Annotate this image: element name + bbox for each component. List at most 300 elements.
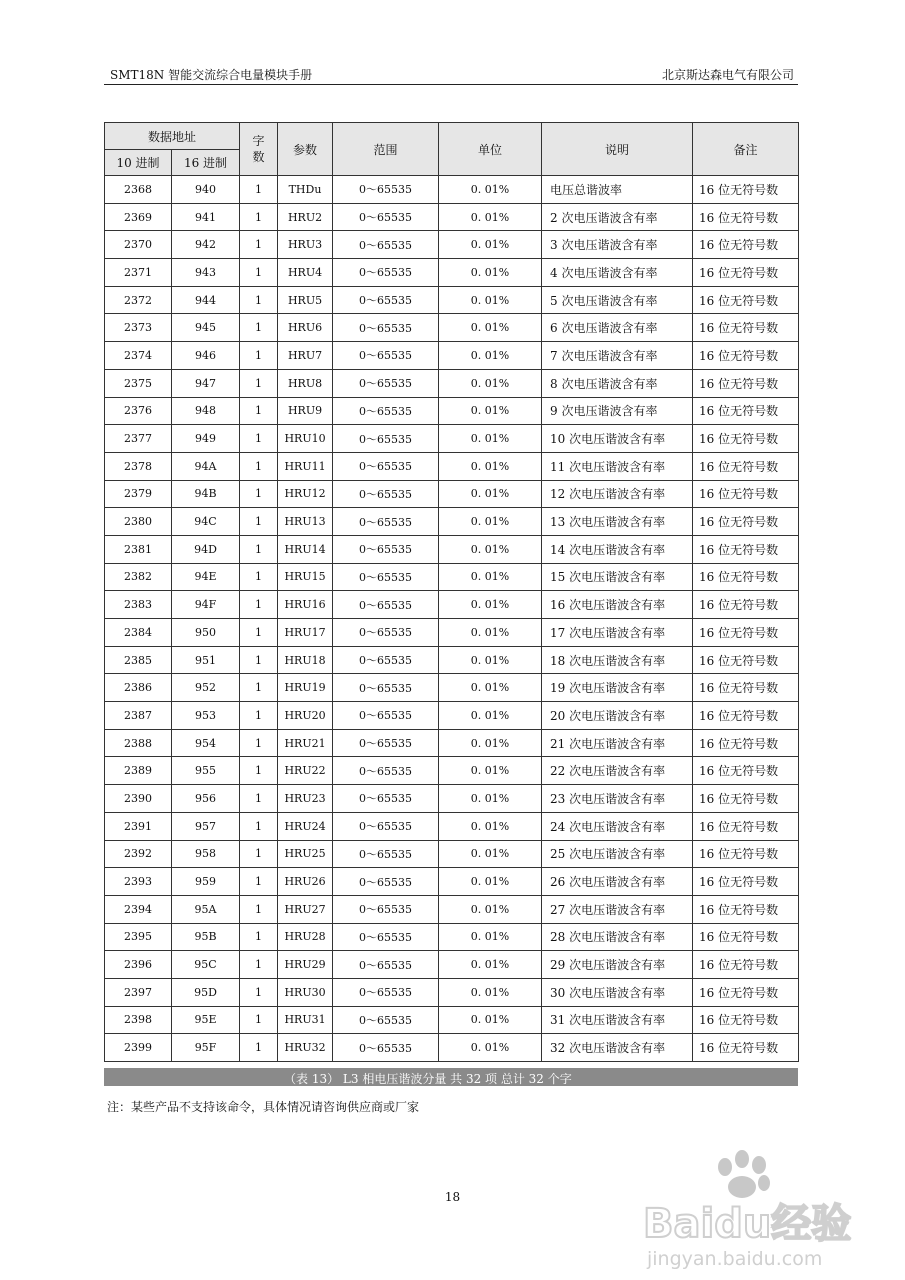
cell-unit: 0. 01% [439,591,542,619]
cell-unit: 0. 01% [439,176,542,204]
cell-description: 30 次电压谐波含有率 [542,978,693,1006]
cell-unit: 0. 01% [439,978,542,1006]
cell-hex-address: 95E [172,1006,240,1034]
table-row [105,591,799,619]
cell-note: 16 位无符号数 [693,563,799,591]
cell-description: 7 次电压谐波含有率 [542,342,693,370]
cell-description: 15 次电压谐波含有率 [542,563,693,591]
cell-unit: 0. 01% [439,452,542,480]
cell-word-count: 1 [240,757,278,785]
table-row [105,978,799,1006]
cell-word-count: 1 [240,203,278,231]
cell-hex-address: 947 [172,369,240,397]
table-row [105,563,799,591]
cell-parameter: HRU5 [278,286,333,314]
cell-decimal-address: 2391 [105,812,172,840]
cell-description: 32 次电压谐波含有率 [542,1034,693,1062]
cell-hex-address: 940 [172,176,240,204]
cell-unit: 0. 01% [439,757,542,785]
cell-word-count: 1 [240,923,278,951]
cell-range: 0～65535 [333,619,439,647]
header-description: 说明 [542,123,693,176]
cell-note: 16 位无符号数 [693,785,799,813]
table-row [105,646,799,674]
cell-range: 0～65535 [333,840,439,868]
cell-word-count: 1 [240,978,278,1006]
cell-word-count: 1 [240,480,278,508]
cell-hex-address: 946 [172,342,240,370]
cell-hex-address: 954 [172,729,240,757]
table-row [105,840,799,868]
cell-word-count: 1 [240,868,278,896]
cell-decimal-address: 2395 [105,923,172,951]
cell-decimal-address: 2399 [105,1034,172,1062]
cell-word-count: 1 [240,729,278,757]
cell-description: 5 次电压谐波含有率 [542,286,693,314]
cell-range: 0～65535 [333,508,439,536]
cell-parameter: HRU15 [278,563,333,591]
cell-hex-address: 958 [172,840,240,868]
header-hex: 16 进制 [172,150,240,176]
cell-note: 16 位无符号数 [693,508,799,536]
header-word-count-line1: 字 [252,134,265,148]
cell-description: 电压总谐波率 [542,176,693,204]
cell-word-count: 1 [240,840,278,868]
cell-decimal-address: 2376 [105,397,172,425]
cell-unit: 0. 01% [439,1034,542,1062]
table-row [105,508,799,536]
cell-note: 16 位无符号数 [693,286,799,314]
cell-note: 16 位无符号数 [693,951,799,979]
cell-unit: 0. 01% [439,259,542,287]
cell-unit: 0. 01% [439,480,542,508]
table-row [105,895,799,923]
cell-hex-address: 94B [172,480,240,508]
table-body [105,176,799,1062]
cell-range: 0～65535 [333,591,439,619]
cell-range: 0～65535 [333,397,439,425]
cell-note: 16 位无符号数 [693,591,799,619]
cell-description: 6 次电压谐波含有率 [542,314,693,342]
header-data-address: 数据地址 [105,123,240,150]
cell-parameter: HRU23 [278,785,333,813]
cell-parameter: HRU13 [278,508,333,536]
cell-note: 16 位无符号数 [693,1006,799,1034]
cell-range: 0～65535 [333,535,439,563]
header-note: 备注 [693,123,799,176]
header-range: 范围 [333,123,439,176]
cell-range: 0～65535 [333,425,439,453]
cell-unit: 0. 01% [439,619,542,647]
register-table [104,122,799,1062]
cell-note: 16 位无符号数 [693,923,799,951]
cell-unit: 0. 01% [439,508,542,536]
cell-parameter: HRU32 [278,1034,333,1062]
header-word-count-line2: 数 [252,150,265,164]
cell-word-count: 1 [240,342,278,370]
table-row [105,757,799,785]
cell-hex-address: 941 [172,203,240,231]
cell-range: 0～65535 [333,702,439,730]
cell-description: 8 次电压谐波含有率 [542,369,693,397]
cell-hex-address: 959 [172,868,240,896]
header-decimal: 10 进制 [105,150,172,176]
watermark-url: jingyan.baidu.com [647,1248,823,1270]
table-row [105,397,799,425]
cell-word-count: 1 [240,591,278,619]
cell-range: 0～65535 [333,176,439,204]
cell-decimal-address: 2373 [105,314,172,342]
cell-description: 10 次电压谐波含有率 [542,425,693,453]
cell-hex-address: 95A [172,895,240,923]
cell-range: 0～65535 [333,674,439,702]
cell-unit: 0. 01% [439,923,542,951]
cell-hex-address: 957 [172,812,240,840]
cell-word-count: 1 [240,452,278,480]
cell-note: 16 位无符号数 [693,757,799,785]
cell-parameter: HRU21 [278,729,333,757]
cell-parameter: HRU6 [278,314,333,342]
cell-word-count: 1 [240,397,278,425]
header-unit: 单位 [439,123,542,176]
table-row [105,231,799,259]
table-caption-text: （表 13） L3 相电压谐波分量 共 32 项 总计 32 个字 [284,1072,572,1086]
cell-decimal-address: 2386 [105,674,172,702]
cell-range: 0～65535 [333,480,439,508]
cell-description: 27 次电压谐波含有率 [542,895,693,923]
table-header [105,123,799,176]
cell-note: 16 位无符号数 [693,203,799,231]
cell-range: 0～65535 [333,259,439,287]
cell-decimal-address: 2385 [105,646,172,674]
cell-word-count: 1 [240,259,278,287]
cell-decimal-address: 2394 [105,895,172,923]
cell-parameter: HRU22 [278,757,333,785]
cell-word-count: 1 [240,286,278,314]
cell-word-count: 1 [240,176,278,204]
table-caption [104,1068,798,1086]
cell-decimal-address: 2380 [105,508,172,536]
cell-description: 19 次电压谐波含有率 [542,674,693,702]
cell-decimal-address: 2381 [105,535,172,563]
table-row [105,259,799,287]
baidu-watermark [643,1145,863,1275]
cell-parameter: HRU26 [278,868,333,896]
cell-unit: 0. 01% [439,840,542,868]
cell-range: 0～65535 [333,286,439,314]
cell-parameter: HRU17 [278,619,333,647]
cell-parameter: HRU18 [278,646,333,674]
cell-hex-address: 942 [172,231,240,259]
cell-decimal-address: 2371 [105,259,172,287]
table-row [105,1006,799,1034]
cell-description: 25 次电压谐波含有率 [542,840,693,868]
cell-decimal-address: 2392 [105,840,172,868]
cell-parameter: HRU9 [278,397,333,425]
cell-note: 16 位无符号数 [693,397,799,425]
cell-note: 16 位无符号数 [693,176,799,204]
table-row [105,868,799,896]
cell-description: 28 次电压谐波含有率 [542,923,693,951]
cell-description: 2 次电压谐波含有率 [542,203,693,231]
cell-decimal-address: 2378 [105,452,172,480]
cell-description: 20 次电压谐波含有率 [542,702,693,730]
cell-unit: 0. 01% [439,314,542,342]
cell-note: 16 位无符号数 [693,812,799,840]
cell-parameter: HRU20 [278,702,333,730]
cell-description: 3 次电压谐波含有率 [542,231,693,259]
cell-word-count: 1 [240,231,278,259]
cell-hex-address: 94D [172,535,240,563]
cell-note: 16 位无符号数 [693,480,799,508]
cell-description: 9 次电压谐波含有率 [542,397,693,425]
cell-note: 16 位无符号数 [693,674,799,702]
cell-parameter: HRU25 [278,840,333,868]
cell-word-count: 1 [240,702,278,730]
cell-description: 18 次电压谐波含有率 [542,646,693,674]
cell-range: 0～65535 [333,729,439,757]
cell-hex-address: 949 [172,425,240,453]
cell-unit: 0. 01% [439,729,542,757]
cell-hex-address: 952 [172,674,240,702]
cell-word-count: 1 [240,1034,278,1062]
cell-decimal-address: 2372 [105,286,172,314]
cell-note: 16 位无符号数 [693,978,799,1006]
table-row [105,286,799,314]
page-number: 18 [444,1190,461,1204]
cell-parameter: HRU10 [278,425,333,453]
cell-word-count: 1 [240,1006,278,1034]
cell-range: 0～65535 [333,923,439,951]
cell-parameter: HRU16 [278,591,333,619]
cell-parameter: HRU14 [278,535,333,563]
cell-parameter: HRU27 [278,895,333,923]
cell-parameter: HRU19 [278,674,333,702]
paw-icon [718,1150,770,1198]
page-header [104,66,798,85]
cell-decimal-address: 2368 [105,176,172,204]
cell-decimal-address: 2374 [105,342,172,370]
cell-note: 16 位无符号数 [693,729,799,757]
cell-unit: 0. 01% [439,868,542,896]
table-row [105,425,799,453]
cell-range: 0～65535 [333,203,439,231]
table-row [105,203,799,231]
cell-range: 0～65535 [333,1034,439,1062]
cell-description: 24 次电压谐波含有率 [542,812,693,840]
cell-hex-address: 951 [172,646,240,674]
cell-hex-address: 95B [172,923,240,951]
cell-range: 0～65535 [333,785,439,813]
cell-unit: 0. 01% [439,785,542,813]
cell-decimal-address: 2369 [105,203,172,231]
table-row [105,785,799,813]
cell-word-count: 1 [240,508,278,536]
cell-hex-address: 955 [172,757,240,785]
cell-unit: 0. 01% [439,895,542,923]
cell-parameter: HRU11 [278,452,333,480]
table-row [105,535,799,563]
cell-hex-address: 944 [172,286,240,314]
cell-range: 0～65535 [333,342,439,370]
cell-description: 17 次电压谐波含有率 [542,619,693,647]
cell-decimal-address: 2375 [105,369,172,397]
cell-range: 0～65535 [333,978,439,1006]
cell-note: 16 位无符号数 [693,535,799,563]
cell-note: 16 位无符号数 [693,231,799,259]
header-word-count [240,123,278,176]
cell-parameter: HRU7 [278,342,333,370]
cell-unit: 0. 01% [439,397,542,425]
cell-description: 26 次电压谐波含有率 [542,868,693,896]
cell-hex-address: 95F [172,1034,240,1062]
cell-hex-address: 953 [172,702,240,730]
cell-unit: 0. 01% [439,674,542,702]
header-manual-title: SMT18N 智能交流综合电量模块手册 [110,68,313,82]
table-row [105,314,799,342]
cell-description: 23 次电压谐波含有率 [542,785,693,813]
cell-note: 16 位无符号数 [693,895,799,923]
table-row [105,480,799,508]
cell-parameter: HRU24 [278,812,333,840]
cell-range: 0～65535 [333,231,439,259]
cell-note: 16 位无符号数 [693,369,799,397]
cell-word-count: 1 [240,674,278,702]
cell-word-count: 1 [240,563,278,591]
cell-decimal-address: 2396 [105,951,172,979]
cell-word-count: 1 [240,646,278,674]
cell-parameter: HRU28 [278,923,333,951]
cell-hex-address: 94A [172,452,240,480]
header-company-name: 北京斯达森电气有限公司 [661,68,794,82]
cell-range: 0～65535 [333,868,439,896]
cell-note: 16 位无符号数 [693,1034,799,1062]
cell-hex-address: 948 [172,397,240,425]
cell-unit: 0. 01% [439,812,542,840]
cell-parameter: HRU3 [278,231,333,259]
cell-decimal-address: 2390 [105,785,172,813]
cell-note: 16 位无符号数 [693,619,799,647]
cell-decimal-address: 2397 [105,978,172,1006]
cell-range: 0～65535 [333,314,439,342]
cell-parameter: HRU31 [278,1006,333,1034]
cell-unit: 0. 01% [439,563,542,591]
table-row [105,342,799,370]
cell-decimal-address: 2377 [105,425,172,453]
cell-word-count: 1 [240,369,278,397]
cell-description: 22 次电压谐波含有率 [542,757,693,785]
footnote: 注：某些产品不支持该命令，具体情况请咨询供应商或厂家 [107,1100,420,1114]
table-row [105,1034,799,1062]
cell-note: 16 位无符号数 [693,868,799,896]
cell-parameter: HRU29 [278,951,333,979]
cell-unit: 0. 01% [439,535,542,563]
cell-decimal-address: 2393 [105,868,172,896]
cell-hex-address: 943 [172,259,240,287]
cell-range: 0～65535 [333,452,439,480]
cell-unit: 0. 01% [439,1006,542,1034]
cell-range: 0～65535 [333,895,439,923]
cell-word-count: 1 [240,812,278,840]
table-row [105,923,799,951]
table-row [105,951,799,979]
cell-parameter: HRU12 [278,480,333,508]
cell-description: 11 次电压谐波含有率 [542,452,693,480]
cell-word-count: 1 [240,785,278,813]
cell-description: 29 次电压谐波含有率 [542,951,693,979]
cell-parameter: HRU30 [278,978,333,1006]
cell-parameter: THDu [278,176,333,204]
cell-decimal-address: 2387 [105,702,172,730]
cell-unit: 0. 01% [439,286,542,314]
table-row [105,729,799,757]
cell-range: 0～65535 [333,646,439,674]
cell-word-count: 1 [240,535,278,563]
cell-decimal-address: 2382 [105,563,172,591]
watermark-brand: Baidu经验 [643,1201,852,1247]
cell-word-count: 1 [240,425,278,453]
cell-note: 16 位无符号数 [693,646,799,674]
header-parameter: 参数 [278,123,333,176]
cell-word-count: 1 [240,314,278,342]
cell-parameter: HRU2 [278,203,333,231]
table-row [105,702,799,730]
cell-note: 16 位无符号数 [693,425,799,453]
cell-word-count: 1 [240,619,278,647]
cell-note: 16 位无符号数 [693,259,799,287]
cell-decimal-address: 2370 [105,231,172,259]
cell-unit: 0. 01% [439,646,542,674]
cell-description: 12 次电压谐波含有率 [542,480,693,508]
cell-range: 0～65535 [333,1006,439,1034]
cell-description: 13 次电压谐波含有率 [542,508,693,536]
cell-decimal-address: 2398 [105,1006,172,1034]
cell-decimal-address: 2389 [105,757,172,785]
cell-note: 16 位无符号数 [693,452,799,480]
cell-description: 16 次电压谐波含有率 [542,591,693,619]
cell-range: 0～65535 [333,563,439,591]
cell-description: 31 次电压谐波含有率 [542,1006,693,1034]
cell-hex-address: 950 [172,619,240,647]
table-row [105,674,799,702]
cell-decimal-address: 2379 [105,480,172,508]
cell-note: 16 位无符号数 [693,314,799,342]
table-row [105,812,799,840]
table-row [105,619,799,647]
cell-range: 0～65535 [333,951,439,979]
cell-parameter: HRU4 [278,259,333,287]
cell-range: 0～65535 [333,757,439,785]
cell-description: 21 次电压谐波含有率 [542,729,693,757]
cell-unit: 0. 01% [439,951,542,979]
cell-hex-address: 956 [172,785,240,813]
cell-unit: 0. 01% [439,425,542,453]
cell-range: 0～65535 [333,812,439,840]
cell-description: 4 次电压谐波含有率 [542,259,693,287]
cell-hex-address: 95D [172,978,240,1006]
cell-unit: 0. 01% [439,342,542,370]
cell-parameter: HRU8 [278,369,333,397]
cell-hex-address: 94F [172,591,240,619]
cell-unit: 0. 01% [439,203,542,231]
cell-unit: 0. 01% [439,231,542,259]
cell-hex-address: 94E [172,563,240,591]
cell-hex-address: 94C [172,508,240,536]
cell-decimal-address: 2388 [105,729,172,757]
cell-unit: 0. 01% [439,702,542,730]
cell-hex-address: 95C [172,951,240,979]
table-row [105,452,799,480]
